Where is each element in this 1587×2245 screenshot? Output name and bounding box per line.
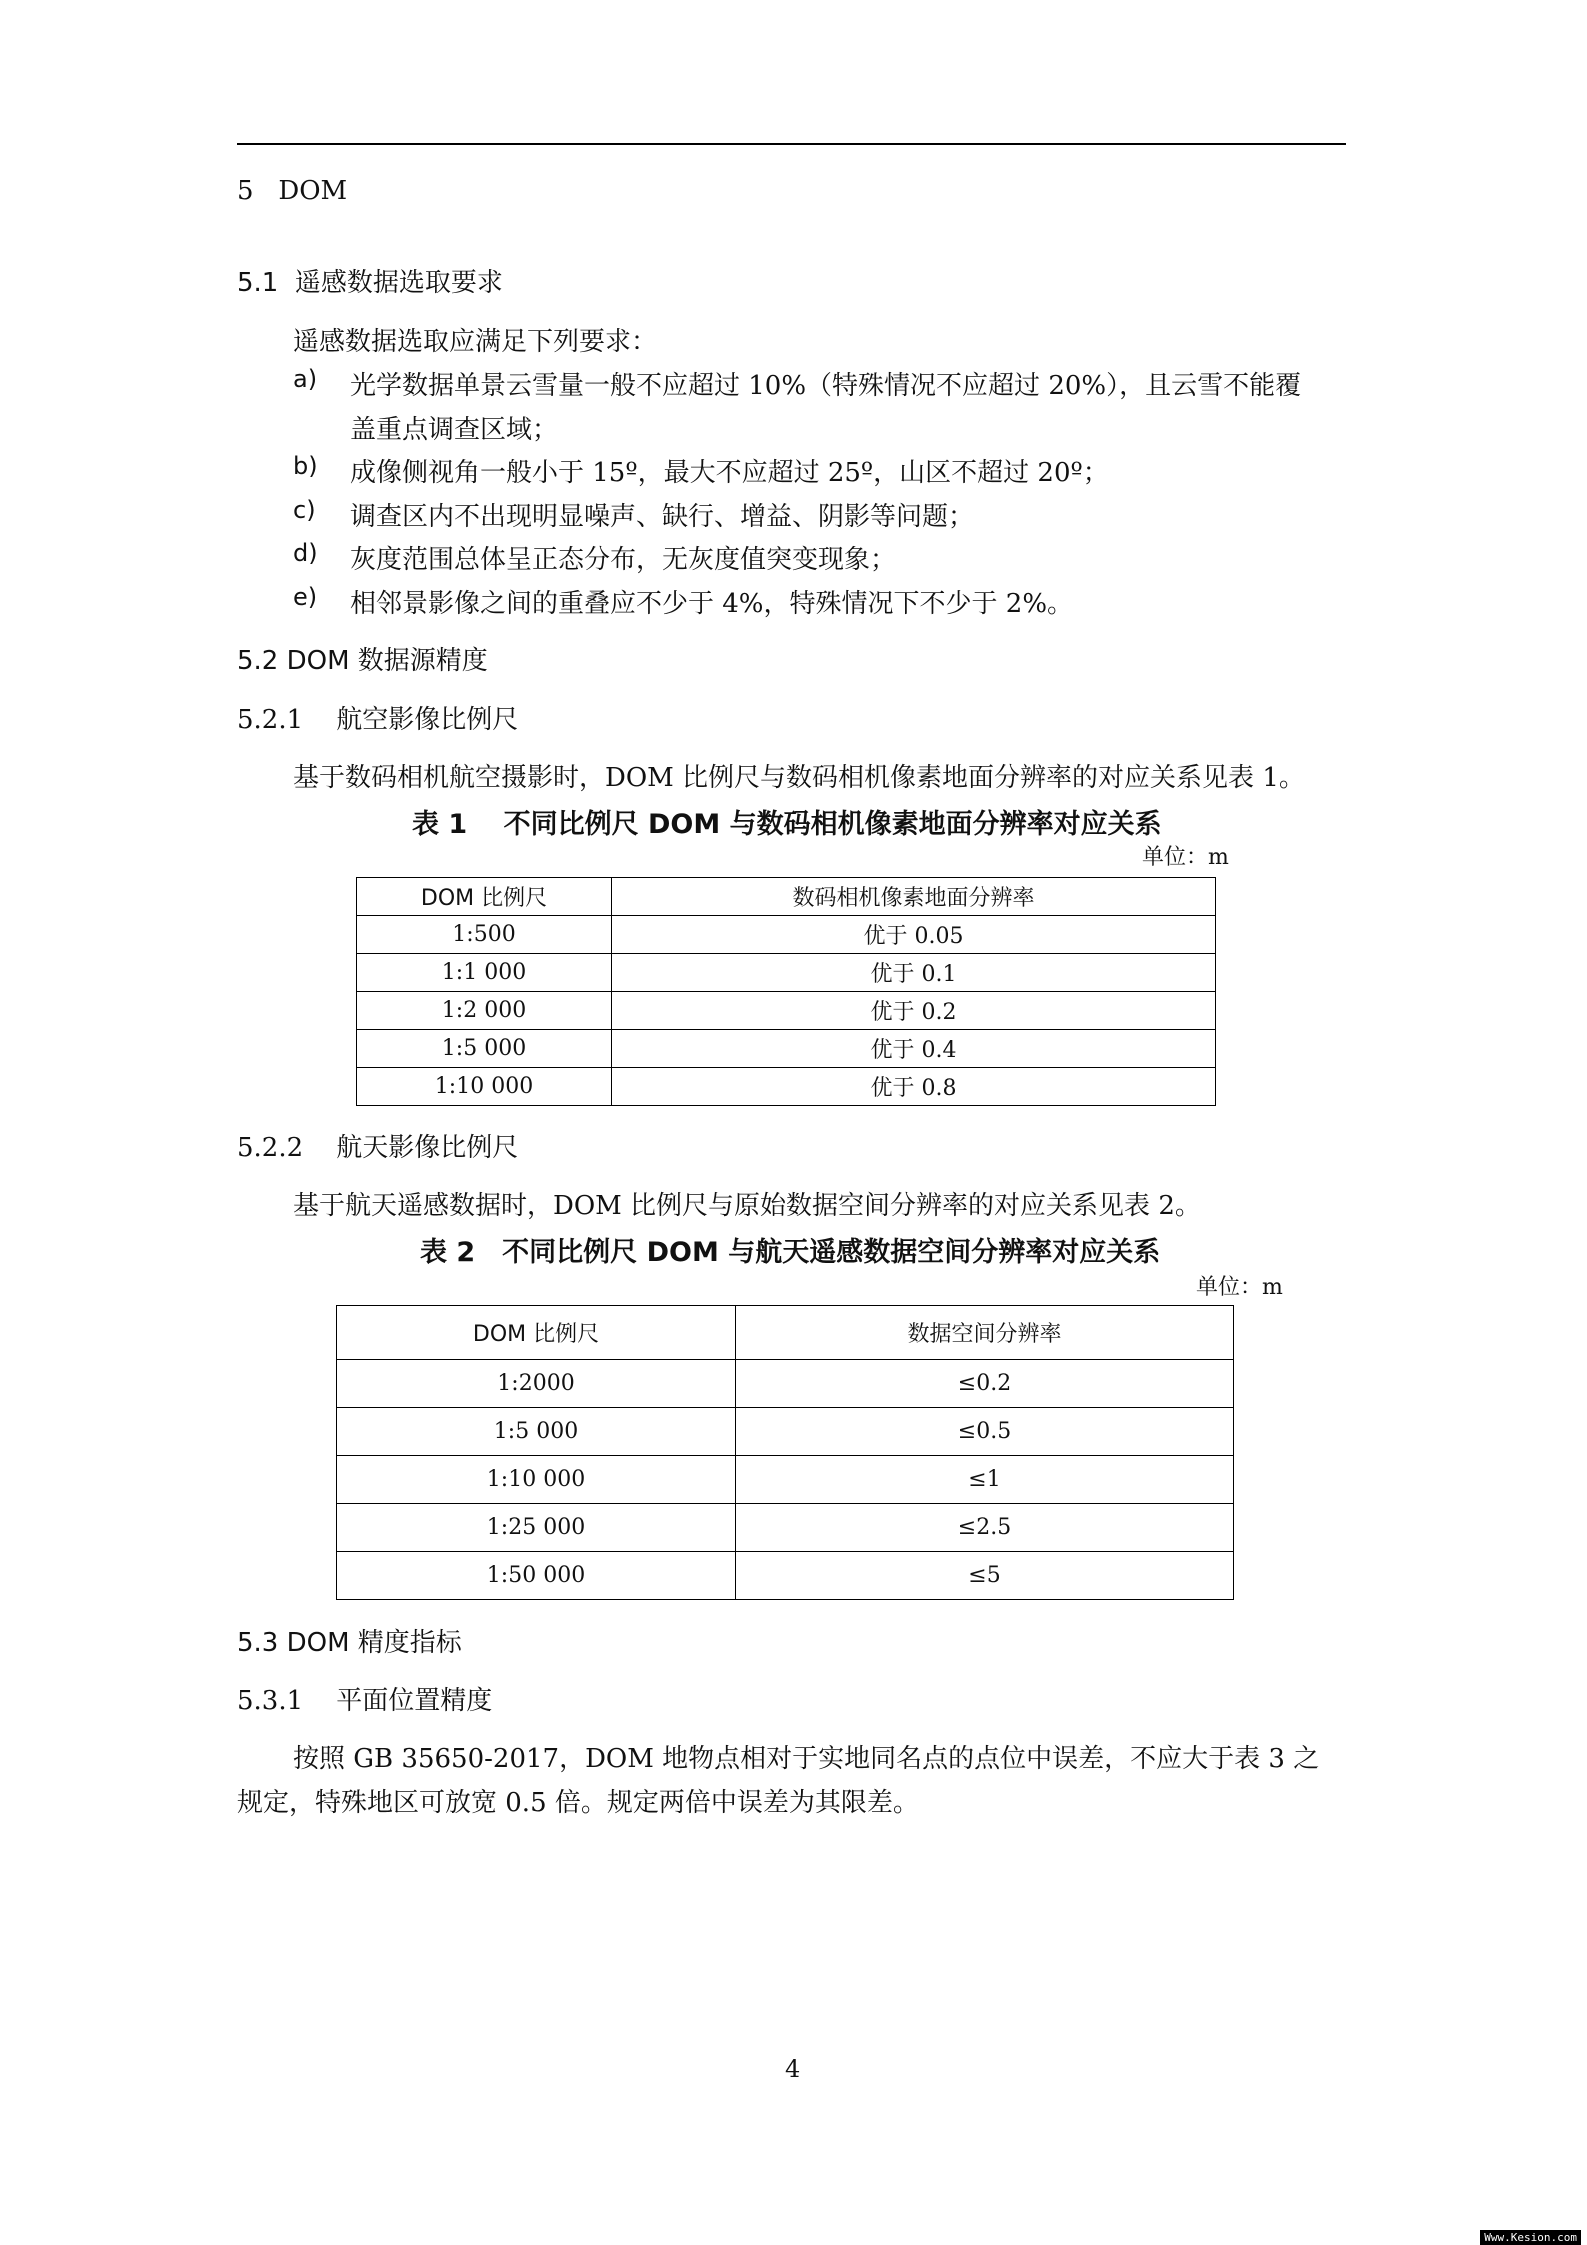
list-item-d: d) 灰度范围总体呈正态分布，无灰度值突变现象；: [293, 539, 897, 575]
table-cell: 优于 0.4: [612, 1030, 1216, 1068]
table-cell: 1:5 000: [357, 1030, 612, 1068]
table-cell: 1:500: [357, 916, 612, 954]
section-5-2-2-heading: 5.2.2 航天影像比例尺: [237, 1133, 519, 1163]
table-cell: 1:1 000: [357, 954, 612, 992]
list-item-c: c) 调查区内不出现明显噪声、缺行、增益、阴影等问题；: [293, 496, 975, 532]
header-rule: [237, 143, 1346, 145]
table-cell: 1:50 000: [337, 1552, 736, 1600]
table1-header-cell: DOM 比例尺: [357, 878, 612, 916]
table-row: [357, 1068, 1216, 1106]
watermark: Www.Kesion.com: [1480, 2230, 1581, 2245]
paragraph-table2-ref: 基于航天遥感数据时，DOM 比例尺与原始数据空间分辨率的对应关系见表 2。: [293, 1191, 1201, 1221]
section-5-2-1-heading: 5.2.1 航空影像比例尺: [237, 705, 519, 735]
table-cell: ≤2.5: [736, 1504, 1234, 1552]
section-5-2-heading: 5.2 DOM 数据源精度: [237, 646, 488, 676]
paragraph-accuracy-line2: 规定，特殊地区可放宽 0.5 倍。规定两倍中误差为其限差。: [237, 1788, 919, 1818]
list-item-b: b) 成像侧视角一般小于 15º，最大不应超过 25º，山区不超过 20º；: [293, 452, 1109, 488]
table-row: [357, 954, 1216, 992]
section-5-heading: 5 DOM: [237, 176, 348, 206]
table2-caption: 表 2 不同比例尺 DOM 与航天遥感数据空间分辨率对应关系: [420, 1237, 1161, 1268]
table-row: [337, 1360, 1234, 1408]
section-5-3-1-heading: 5.3.1 平面位置精度: [237, 1686, 493, 1716]
table-row: [337, 1504, 1234, 1552]
table1-unit: 单位：m: [1142, 845, 1229, 870]
table-cell: 优于 0.8: [612, 1068, 1216, 1106]
table-row: [337, 1408, 1234, 1456]
table-cell: 1:25 000: [337, 1504, 736, 1552]
page-number: 4: [785, 2055, 801, 2083]
section-5-1-heading: 5.1 遥感数据选取要求: [237, 268, 503, 298]
table2-header-cell: DOM 比例尺: [337, 1306, 736, 1360]
table1-header-row: [357, 878, 1216, 916]
table-cell: ≤5: [736, 1552, 1234, 1600]
table2-header-row: [337, 1306, 1234, 1360]
paragraph-accuracy-line1: 按照 GB 35650-2017，DOM 地物点相对于实地同名点的点位中误差，不应大于表 3 之: [293, 1744, 1320, 1774]
table-row: [357, 992, 1216, 1030]
table1-header-cell: 数码相机像素地面分辨率: [612, 878, 1216, 916]
paragraph-table1-ref: 基于数码相机航空摄影时，DOM 比例尺与数码相机像素地面分辨率的对应关系见表 1。: [293, 763, 1305, 793]
table-cell: ≤1: [736, 1456, 1234, 1504]
table2: [336, 1305, 1234, 1600]
section-5-1-intro: 遥感数据选取应满足下列要求：: [293, 327, 658, 357]
section-5-3-heading: 5.3 DOM 精度指标: [237, 1628, 462, 1658]
table-cell: 1:10 000: [337, 1456, 736, 1504]
list-item-e: e) 相邻景影像之间的重叠应不少于 4%，特殊情况下不少于 2%。: [293, 583, 1074, 619]
table-cell: ≤0.2: [736, 1360, 1234, 1408]
table-row: [337, 1456, 1234, 1504]
table2-unit: 单位：m: [1196, 1275, 1283, 1300]
list-item-a: a) 光学数据单景云雪量一般不应超过 10%（特殊情况不应超过 20%），且云雪不能覆 盖重点调查区域；: [293, 365, 1302, 445]
table-cell: 优于 0.1: [612, 954, 1216, 992]
table-row: [357, 916, 1216, 954]
table1-caption: 表 1 不同比例尺 DOM 与数码相机像素地面分辨率对应关系: [412, 809, 1162, 840]
table2-header-cell: 数据空间分辨率: [736, 1306, 1234, 1360]
table-row: [337, 1552, 1234, 1600]
table-cell: 1:5 000: [337, 1408, 736, 1456]
table-cell: ≤0.5: [736, 1408, 1234, 1456]
table-cell: 1:10 000: [357, 1068, 612, 1106]
table-row: [357, 1030, 1216, 1068]
table-cell: 优于 0.05: [612, 916, 1216, 954]
table-cell: 优于 0.2: [612, 992, 1216, 1030]
table1: [356, 877, 1216, 1106]
table-cell: 1:2 000: [357, 992, 612, 1030]
table-cell: 1:2000: [337, 1360, 736, 1408]
